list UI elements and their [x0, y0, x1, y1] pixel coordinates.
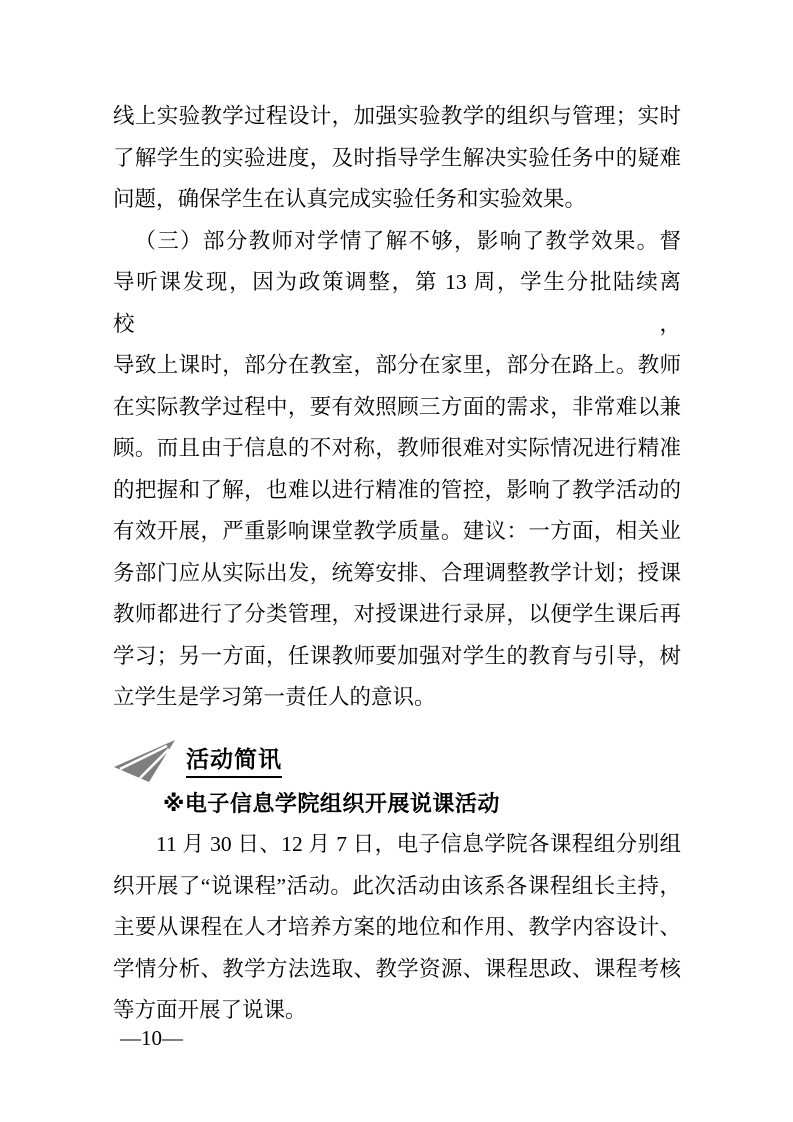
section-title: 活动简讯 [186, 741, 282, 778]
text-line: 问题，确保学生在认真完成实验任务和实验效果。 [113, 187, 587, 211]
text-line: 等方面开展了说课。 [113, 998, 307, 1022]
text-line: 在实际教学过程中，要有效照顾三方面的需求，非常难以兼 [113, 394, 681, 419]
text-line: 顾。而且由于信息的不对称，教师很难对实际情况进行精准 [113, 436, 681, 460]
paragraph-section-three [113, 221, 681, 719]
text-line: 学情分析、教学方法选取、教学资源、课程思政、课程考核 [113, 956, 681, 981]
text-line: 织开展了“说课程”活动。此次活动由该系各课程组长主持， [113, 873, 681, 898]
paper-plane-icon [113, 736, 177, 784]
text-line: 务部门应从实际出发，统筹安排、合理调整教学计划；授课 [113, 560, 681, 585]
text-line: 的把握和了解，也难以进行精准的管控，影响了教学活动的 [113, 477, 681, 502]
activity-subheading: ※电子信息学院组织开展说课活动 [163, 790, 500, 816]
text-line: 学习；另一方面，任课教师要加强对学生的教育与引导，树 [113, 643, 681, 668]
text-line: 主要从课程在人才培养方案的地位和作用、教学内容设计、 [113, 915, 681, 939]
page-number: —10— [120, 1026, 183, 1050]
section-header [113, 737, 681, 783]
text-line: 了解学生的实验进度，及时指导学生解决实验任务中的疑难 [113, 145, 681, 170]
text-line: 11 月 30 日、12 月 7 日，电子信息学院各课程组分别组 [156, 832, 681, 856]
paragraph-continuation [113, 96, 681, 221]
text-line: 有效开展，严重影响课堂教学质量。建议：一方面，相关业 [113, 519, 681, 543]
text-line: 立学生是学习第一责任人的意识。 [113, 685, 436, 709]
text-line: （三）部分教师对学情了解不够，影响了教学效果。督 [134, 228, 681, 253]
paragraph-activity [113, 824, 681, 1032]
text-line: 导听课发现，因为政策调整，第 13 周，学生分批陆续离校， [113, 270, 681, 336]
document-content [113, 96, 681, 1032]
text-line: 线上实验教学过程设计，加强实验教学的组织与管理；实时 [113, 104, 681, 128]
text-line: 导致上课时，部分在教室，部分在家里，部分在路上。教师 [113, 353, 681, 377]
text-line: 教师都进行了分类管理，对授课进行录屏，以便学生课后再 [113, 602, 681, 626]
